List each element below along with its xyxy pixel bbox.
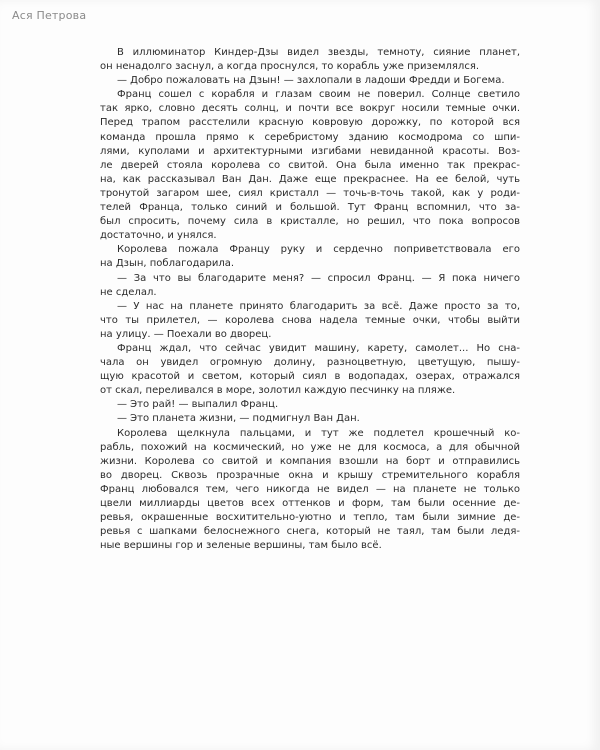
- text-line: Королева щелкнула пальцами, и тут же подлетел крошечный ко-: [117, 427, 520, 439]
- text-line: ле дверей стояла королева со свитой. Она была именно так прекрас-: [100, 159, 520, 171]
- text-line: лями, куполами и архитектурными изгибами невиданной красоты. Воз-: [100, 145, 520, 157]
- text-line: команда прошла прямо к серебристому зданию космодрома со шпи-: [100, 131, 520, 143]
- text-line: ревья, окрашенные восхитительно-уютно и тепло, там были зимние де-: [100, 512, 520, 524]
- text-line: В иллюминатор Киндер-Дзы видел звезды, темноту, сияние планет,: [117, 47, 520, 58]
- text-line: — Это рай! — выпалил Франц.: [117, 399, 279, 411]
- text-line: был спросить, почему сила в кристалле, но решил, что пока вопросов: [100, 216, 520, 228]
- text-line: от скал, переливался в море, золотил каждую песчинку на пляже.: [100, 385, 456, 397]
- running-head-author: Ася Петрова: [12, 9, 87, 22]
- text-line: чала он увидел огромную долину, разноцветную, цветущую, пышу-: [100, 357, 520, 369]
- text-line: что ты прилетел, — королева снова надела темные очки, чтобы выйти: [100, 314, 520, 326]
- text-line: — У нас на планете принято благодарить за всё. Даже просто за то,: [117, 300, 520, 312]
- text-line: Королева пожала Францу руку и сердечно поприветствовала его: [117, 244, 520, 256]
- text-line: Франц сошел с корабля и глазам своим не поверил. Солнце светило: [117, 89, 520, 101]
- text-line: на улицу. — Поехали во дворец.: [100, 328, 272, 340]
- text-line: он ненадолго заснул, а когда проснулся, то корабль уже приземлялся.: [100, 61, 480, 73]
- text-line: щую красотой и светом, который сиял в водопадах, озерах, отражался: [100, 371, 520, 383]
- text-line: на, как рассказывал Ван Дан. Даже еще прекраснее. На ее белой, чуть: [100, 173, 520, 185]
- text-line: ревья с шапками белоснежного снега, который не таял, там были ледя-: [100, 526, 520, 538]
- body-text: [100, 46, 520, 553]
- text-line: ные вершины гор и зеленые вершины, там было всё.: [100, 540, 382, 552]
- text-line: на Дзын, поблагодарила.: [100, 258, 235, 270]
- text-line: жизни. Королева со свитой и компания взошли на борт и отправились: [100, 455, 520, 467]
- text-line: Франц ждал, что сейчас увидит машину, карету, самолет... Но сна-: [117, 342, 520, 354]
- text-line: тронутой загаром шее, сиял кристалл — точь-в-точь такой, как у роди-: [100, 187, 520, 199]
- text-line: во дворец. Сквозь прозрачные окна и крышу стремительного корабля: [100, 469, 520, 481]
- text-line: — За что вы благодарите меня? — спросил Франц. — Я пока ничего: [117, 272, 520, 284]
- text-line: достаточно, и унялся.: [100, 230, 217, 242]
- text-line: — Добро пожаловать на Дзын! — захлопали в ладоши Фредди и Богема.: [117, 75, 505, 87]
- text-line: — Это планета жизни, — подмигнул Ван Дан.: [117, 413, 360, 425]
- text-line: телей Франца, только синий и большой. Тут Франц вспомнил, что за-: [100, 202, 520, 214]
- text-line: цвели миллиарды цветов всех оттенков и форм, там были осенние де-: [100, 498, 520, 509]
- text-line: не сделал.: [100, 286, 157, 298]
- text-line: так ярко, словно десять солнц, и почти все вокруг носили темные очки.: [100, 103, 520, 115]
- text-line: рабль, похожий на космический, но уже не для космоса, а для обычной: [100, 441, 520, 453]
- text-line: Перед трапом расстелили красную ковровую дорожку, по которой вся: [100, 117, 520, 129]
- text-line: Франц любовался тем, чего никогда не видел — на планете не только: [100, 483, 520, 495]
